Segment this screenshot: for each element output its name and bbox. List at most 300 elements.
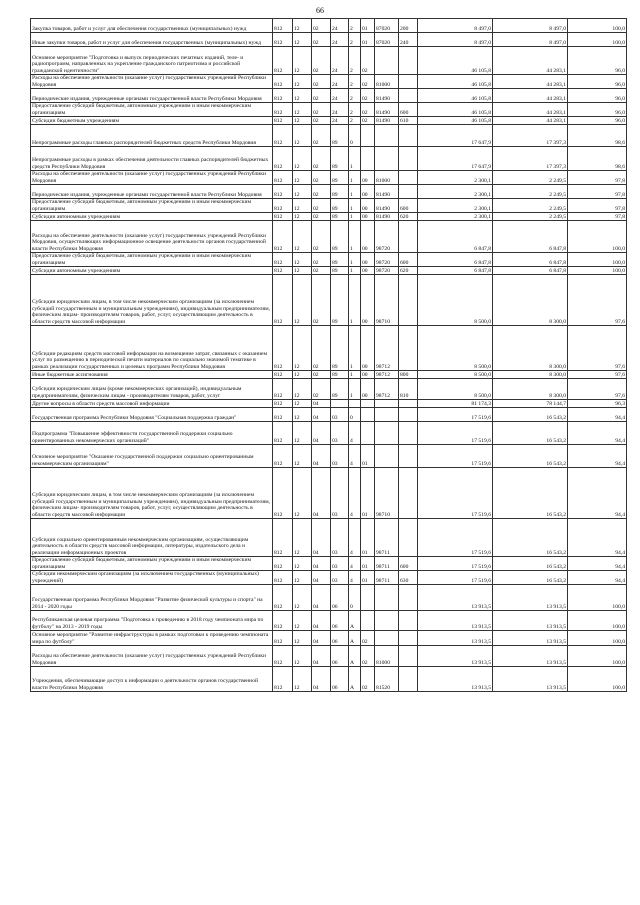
ministry-code: 812: [273, 631, 293, 646]
section-code: 12: [293, 326, 312, 371]
program-code: 06: [331, 611, 349, 631]
program-code: 24: [331, 19, 349, 33]
ministry-code: 812: [273, 371, 293, 379]
table-row: [31, 371, 627, 379]
item-name: Иные закупки товаров, работ и услуг для обеспечения государственных (муниципальных) нужд: [31, 33, 273, 47]
direction-code: 87020: [375, 19, 399, 33]
actual-amount: 6 847,8: [493, 267, 568, 275]
subsection-code: 04: [312, 631, 331, 646]
subsection-code: 04: [312, 585, 331, 611]
direction-code: 81490: [375, 213, 399, 221]
actual-amount: 16 543,2: [493, 519, 568, 557]
activity-code: 00: [361, 253, 375, 267]
item-name: Расходы на обеспечение деятельности (оказание услуг) государственных учреждений Республики Мордовия: [31, 171, 273, 185]
section-code: 12: [293, 408, 312, 422]
expense-type-code: [399, 275, 418, 326]
section-code: 12: [293, 19, 312, 33]
expense-type-code: 630: [399, 571, 418, 585]
activity-code: 00: [361, 171, 375, 185]
subsection-code: 02: [312, 117, 331, 125]
program-code: 89: [331, 253, 349, 267]
activity-code: [361, 125, 375, 147]
section-code: 12: [293, 400, 312, 408]
actual-amount: 13 913,5: [493, 646, 568, 667]
activity-code: 01: [361, 571, 375, 585]
subprogram-code: 1: [349, 213, 361, 221]
subprogram-code: 4: [349, 557, 361, 571]
section-code: 12: [293, 89, 312, 103]
section-code: 12: [293, 171, 312, 185]
section-code: 12: [293, 585, 312, 611]
table-row: [31, 631, 627, 646]
actual-amount: 8 497,0: [493, 33, 568, 47]
item-name: Учреждения, обеспечивающие доступ к информации о деятельности органов государственной власти Республики Мордовия: [31, 667, 273, 692]
subprogram-code: 1: [349, 199, 361, 213]
item-name: Субсидии юридическим лицам, в том числе некоммерческим организациям (за исключением субсидий государственным и муниципальным учреждениям), индивидуальным предпринимателям, физическим лицам- производителям товаров, работ, услуг, осуществляющим деятельность в области средств массовой информации: [31, 468, 273, 519]
subsection-code: 02: [312, 221, 331, 253]
expense-type-code: [399, 519, 418, 557]
subprogram-code: 1: [349, 326, 361, 371]
activity-code: [361, 408, 375, 422]
program-code: 06: [331, 646, 349, 667]
expense-type-code: [399, 667, 418, 692]
activity-code: 00: [361, 371, 375, 379]
section-code: 12: [293, 571, 312, 585]
subprogram-code: 0: [349, 585, 361, 611]
planned-amount: 17 519,6: [418, 519, 493, 557]
planned-amount: 6 847,8: [418, 253, 493, 267]
planned-amount: 17 519,6: [418, 571, 493, 585]
execution-percent: 94,4: [568, 571, 627, 585]
direction-code: 98712: [375, 379, 399, 400]
program-code: 06: [331, 631, 349, 646]
ministry-code: 812: [273, 171, 293, 185]
item-name: Субсидии автономным учреждениям: [31, 267, 273, 275]
direction-code: [375, 408, 399, 422]
direction-code: [375, 422, 399, 445]
direction-code: 98710: [375, 468, 399, 519]
item-name: Субсидии юридическим лицам (кроме некоммерческих организаций), индивидуальным предпринимателям, физическим лицам - производителям товаров, работ, услуг: [31, 379, 273, 400]
section-code: 12: [293, 667, 312, 692]
table-row: [31, 646, 627, 667]
planned-amount: 17 519,6: [418, 468, 493, 519]
section-code: 12: [293, 103, 312, 117]
subsection-code: 02: [312, 125, 331, 147]
activity-code: 01: [361, 468, 375, 519]
subprogram-code: [349, 400, 361, 408]
direction-code: 98712: [375, 326, 399, 371]
item-name: Иные бюджетные ассигнования: [31, 371, 273, 379]
execution-percent: 100,0: [568, 646, 627, 667]
table-row: [31, 75, 627, 89]
subprogram-code: 1: [349, 171, 361, 185]
direction-code: [375, 400, 399, 408]
direction-code: 81000: [375, 171, 399, 185]
actual-amount: 13 913,5: [493, 585, 568, 611]
direction-code: 81520: [375, 667, 399, 692]
program-code: 89: [331, 213, 349, 221]
item-name: Государственная программа Республики Мордовия "Развитие физической культуры и спорта" на 2014 - 2020 годы: [31, 585, 273, 611]
table-row: [31, 199, 627, 213]
table-row: [31, 171, 627, 185]
subprogram-code: 2: [349, 89, 361, 103]
program-code: 89: [331, 267, 349, 275]
actual-amount: 6 847,8: [493, 221, 568, 253]
subprogram-code: 1: [349, 275, 361, 326]
section-code: 12: [293, 147, 312, 171]
expense-type-code: 600: [399, 103, 418, 117]
expense-type-code: 620: [399, 267, 418, 275]
direction-code: 98720: [375, 221, 399, 253]
direction-code: 98720: [375, 253, 399, 267]
table-row: [31, 275, 627, 326]
program-code: 03: [331, 519, 349, 557]
execution-percent: 97,6: [568, 275, 627, 326]
subprogram-code: 2: [349, 117, 361, 125]
table-row: [31, 19, 627, 33]
planned-amount: 2 300,1: [418, 171, 493, 185]
execution-percent: 96,0: [568, 117, 627, 125]
execution-percent: 100,0: [568, 585, 627, 611]
execution-percent: 96,0: [568, 75, 627, 89]
section-code: 12: [293, 445, 312, 468]
execution-percent: 100,0: [568, 253, 627, 267]
expense-type-code: [399, 147, 418, 171]
section-code: 12: [293, 221, 312, 253]
ministry-code: 812: [273, 221, 293, 253]
subprogram-code: 1: [349, 147, 361, 171]
direction-code: [375, 631, 399, 646]
item-name: Расходы на обеспечение деятельности (оказание услуг) государственных учреждений Республики Мордовия: [31, 75, 273, 89]
item-name: Предоставление субсидий бюджетным, автономным учреждениям и иным некоммерческим организациям: [31, 557, 273, 571]
subsection-code: 04: [312, 400, 331, 408]
activity-code: 02: [361, 103, 375, 117]
expense-type-code: [399, 400, 418, 408]
budget-table-body: [31, 19, 627, 692]
item-name: Республиканская целевая программа "Подготовка к проведению в 2018 году чемпионата мира по футболу" на 2013 - 2019 годы: [31, 611, 273, 631]
expense-type-code: [399, 646, 418, 667]
activity-code: 01: [361, 19, 375, 33]
item-name: Периодические издания, учрежденные органами государственной власти Республики Мордовия: [31, 185, 273, 199]
program-code: 89: [331, 125, 349, 147]
actual-amount: 16 543,2: [493, 557, 568, 571]
execution-percent: 97,8: [568, 171, 627, 185]
planned-amount: 2 300,1: [418, 213, 493, 221]
subsection-code: 04: [312, 422, 331, 445]
item-name: Субсидии автономным учреждениям: [31, 213, 273, 221]
planned-amount: 17 519,6: [418, 445, 493, 468]
expense-type-code: 600: [399, 253, 418, 267]
subprogram-code: 1: [349, 253, 361, 267]
program-code: 06: [331, 585, 349, 611]
planned-amount: 8 500,0: [418, 371, 493, 379]
section-code: 12: [293, 117, 312, 125]
activity-code: 01: [361, 557, 375, 571]
subprogram-code: 1: [349, 185, 361, 199]
planned-amount: 46 105,8: [418, 117, 493, 125]
planned-amount: 13 913,5: [418, 611, 493, 631]
section-code: 12: [293, 275, 312, 326]
program-code: 24: [331, 103, 349, 117]
subsection-code: 04: [312, 519, 331, 557]
program-code: 89: [331, 379, 349, 400]
table-row: [31, 221, 627, 253]
expense-type-code: [399, 185, 418, 199]
section-code: 12: [293, 253, 312, 267]
expense-type-code: 600: [399, 557, 418, 571]
actual-amount: 16 543,2: [493, 408, 568, 422]
expense-type-code: [399, 221, 418, 253]
table-row: [31, 585, 627, 611]
execution-percent: 100,0: [568, 33, 627, 47]
direction-code: 98711: [375, 557, 399, 571]
direction-code: 98720: [375, 267, 399, 275]
execution-percent: 94,4: [568, 557, 627, 571]
table-row: [31, 519, 627, 557]
subsection-code: 02: [312, 147, 331, 171]
expense-type-code: [399, 408, 418, 422]
program-code: 24: [331, 117, 349, 125]
activity-code: [361, 611, 375, 631]
ministry-code: 812: [273, 646, 293, 667]
planned-amount: 2 300,1: [418, 185, 493, 199]
planned-amount: 13 913,5: [418, 585, 493, 611]
execution-percent: 94,4: [568, 519, 627, 557]
table-row: [31, 408, 627, 422]
execution-percent: 100,0: [568, 267, 627, 275]
section-code: 12: [293, 213, 312, 221]
actual-amount: 44 283,1: [493, 89, 568, 103]
item-name: Субсидии некоммерческим организациям (за исключением государственных (муниципальных) учреждений): [31, 571, 273, 585]
section-code: 12: [293, 379, 312, 400]
program-code: 03: [331, 557, 349, 571]
subprogram-code: 2: [349, 75, 361, 89]
expense-type-code: [399, 125, 418, 147]
table-row: [31, 47, 627, 75]
expense-type-code: [399, 89, 418, 103]
actual-amount: 44 283,1: [493, 103, 568, 117]
direction-code: [375, 611, 399, 631]
item-name: Основное мероприятие "Подготовка и выпуск периодических печатных изданий, теле- и радиопрограмм, направленных на укрепление гражданского патриотизма и российской гражданской идентичности": [31, 47, 273, 75]
subsection-code: 02: [312, 199, 331, 213]
item-name: Предоставление субсидий бюджетным, автономным учреждениям и иным некоммерческим организациям: [31, 199, 273, 213]
subprogram-code: А: [349, 611, 361, 631]
expense-type-code: 240: [399, 33, 418, 47]
direction-code: 81490: [375, 199, 399, 213]
section-code: 12: [293, 185, 312, 199]
activity-code: [361, 147, 375, 171]
item-name: Закупка товаров, работ и услуг для обеспечения государственных (муниципальных) нужд: [31, 19, 273, 33]
table-row: [31, 125, 627, 147]
direction-code: 81000: [375, 646, 399, 667]
direction-code: 98711: [375, 571, 399, 585]
planned-amount: 81 174,3: [418, 400, 493, 408]
activity-code: 02: [361, 646, 375, 667]
actual-amount: 8 300,0: [493, 326, 568, 371]
direction-code: [375, 445, 399, 468]
subsection-code: 02: [312, 103, 331, 117]
direction-code: 98711: [375, 519, 399, 557]
table-row: [31, 103, 627, 117]
item-name: Предоставление субсидий бюджетным, автономным учреждениям и иным некоммерческим организациям: [31, 103, 273, 117]
subprogram-code: 1: [349, 379, 361, 400]
section-code: 12: [293, 468, 312, 519]
section-code: 12: [293, 199, 312, 213]
ministry-code: 812: [273, 199, 293, 213]
item-name: Основное мероприятие "Оказание государственной поддержки социально ориентированным некоммерческим организациям": [31, 445, 273, 468]
direction-code: [375, 585, 399, 611]
actual-amount: 16 543,2: [493, 468, 568, 519]
subsection-code: 02: [312, 75, 331, 89]
expense-type-code: [399, 422, 418, 445]
program-code: 89: [331, 171, 349, 185]
activity-code: 00: [361, 213, 375, 221]
actual-amount: 8 300,0: [493, 379, 568, 400]
execution-percent: 94,4: [568, 422, 627, 445]
program-code: [331, 400, 349, 408]
expense-type-code: [399, 171, 418, 185]
activity-code: 01: [361, 33, 375, 47]
ministry-code: 812: [273, 379, 293, 400]
actual-amount: 8 300,0: [493, 275, 568, 326]
subprogram-code: 1: [349, 221, 361, 253]
activity-code: 02: [361, 47, 375, 75]
planned-amount: 6 847,8: [418, 221, 493, 253]
planned-amount: 17 647,9: [418, 147, 493, 171]
direction-code: 87020: [375, 33, 399, 47]
planned-amount: 13 913,5: [418, 667, 493, 692]
actual-amount: 13 913,5: [493, 631, 568, 646]
program-code: 89: [331, 275, 349, 326]
ministry-code: 812: [273, 253, 293, 267]
program-code: 89: [331, 221, 349, 253]
execution-percent: 97,6: [568, 379, 627, 400]
activity-code: 00: [361, 185, 375, 199]
actual-amount: 16 543,2: [493, 445, 568, 468]
table-row: [31, 468, 627, 519]
execution-percent: 100,0: [568, 667, 627, 692]
actual-amount: 44 283,1: [493, 47, 568, 75]
subsection-code: 04: [312, 557, 331, 571]
subsection-code: 02: [312, 171, 331, 185]
subprogram-code: 2: [349, 19, 361, 33]
activity-code: 00: [361, 221, 375, 253]
planned-amount: 17 519,6: [418, 422, 493, 445]
program-code: 24: [331, 75, 349, 89]
section-code: 12: [293, 125, 312, 147]
actual-amount: 2 249,5: [493, 171, 568, 185]
activity-code: 02: [361, 89, 375, 103]
item-name: Непрограммные расходы главных распорядителей бюджетных средств Республики Мордовия: [31, 125, 273, 147]
ministry-code: 812: [273, 275, 293, 326]
subprogram-code: 4: [349, 571, 361, 585]
actual-amount: 8 497,0: [493, 19, 568, 33]
expense-type-code: [399, 631, 418, 646]
section-code: 12: [293, 75, 312, 89]
program-code: 24: [331, 33, 349, 47]
direction-code: 98712: [375, 371, 399, 379]
actual-amount: 13 913,5: [493, 667, 568, 692]
section-code: 12: [293, 519, 312, 557]
ministry-code: 812: [273, 519, 293, 557]
planned-amount: 17 519,6: [418, 408, 493, 422]
section-code: 12: [293, 371, 312, 379]
subsection-code: 04: [312, 408, 331, 422]
execution-percent: 94,4: [568, 468, 627, 519]
section-code: 12: [293, 267, 312, 275]
ministry-code: 812: [273, 557, 293, 571]
ministry-code: 812: [273, 445, 293, 468]
ministry-code: 812: [273, 422, 293, 445]
direction-code: 81490: [375, 89, 399, 103]
subsection-code: 02: [312, 19, 331, 33]
subsection-code: 02: [312, 185, 331, 199]
section-code: 12: [293, 557, 312, 571]
expense-type-code: [399, 47, 418, 75]
table-row: [31, 185, 627, 199]
execution-percent: 96,0: [568, 47, 627, 75]
subprogram-code: 4: [349, 445, 361, 468]
expense-type-code: 200: [399, 19, 418, 33]
section-code: 12: [293, 631, 312, 646]
planned-amount: 13 913,5: [418, 646, 493, 667]
execution-percent: 97,8: [568, 213, 627, 221]
table-row: [31, 33, 627, 47]
program-code: 89: [331, 326, 349, 371]
ministry-code: 812: [273, 147, 293, 171]
item-name: Субсидии бюджетным учреждениям: [31, 117, 273, 125]
ministry-code: 812: [273, 33, 293, 47]
subsection-code: 02: [312, 253, 331, 267]
subprogram-code: 4: [349, 468, 361, 519]
activity-code: 00: [361, 275, 375, 326]
activity-code: 02: [361, 667, 375, 692]
section-code: 12: [293, 611, 312, 631]
expense-type-code: [399, 585, 418, 611]
execution-percent: 97,8: [568, 185, 627, 199]
activity-code: 02: [361, 117, 375, 125]
subsection-code: 04: [312, 571, 331, 585]
actual-amount: 2 249,5: [493, 199, 568, 213]
execution-percent: 97,8: [568, 199, 627, 213]
activity-code: 00: [361, 379, 375, 400]
expense-type-code: 620: [399, 213, 418, 221]
execution-percent: 96,0: [568, 103, 627, 117]
actual-amount: 6 847,8: [493, 253, 568, 267]
item-name: Субсидии юридическим лицам, в том числе некоммерческим организациям (за исключением субсидий государственным и муниципальным учреждениям), индивидуальным предпринимателям, физическим лицам- производителям товаров, работ, услуг, осуществляющим деятельность в области средств массовой информации: [31, 275, 273, 326]
item-name: Другие вопросы в области средств массовой информации: [31, 400, 273, 408]
expense-type-code: [399, 75, 418, 89]
ministry-code: 812: [273, 326, 293, 371]
expense-type-code: 610: [399, 117, 418, 125]
ministry-code: 812: [273, 185, 293, 199]
planned-amount: 8 500,0: [418, 275, 493, 326]
table-row: [31, 267, 627, 275]
program-code: 89: [331, 371, 349, 379]
ministry-code: 812: [273, 213, 293, 221]
actual-amount: 13 913,5: [493, 611, 568, 631]
page-number: 66: [316, 6, 324, 15]
table-row: [31, 422, 627, 445]
ministry-code: 812: [273, 117, 293, 125]
planned-amount: 2 300,1: [418, 199, 493, 213]
execution-percent: 98,6: [568, 147, 627, 171]
actual-amount: 44 283,1: [493, 75, 568, 89]
subprogram-code: 1: [349, 371, 361, 379]
subsection-code: 04: [312, 445, 331, 468]
activity-code: 01: [361, 519, 375, 557]
expense-type-code: [399, 326, 418, 371]
